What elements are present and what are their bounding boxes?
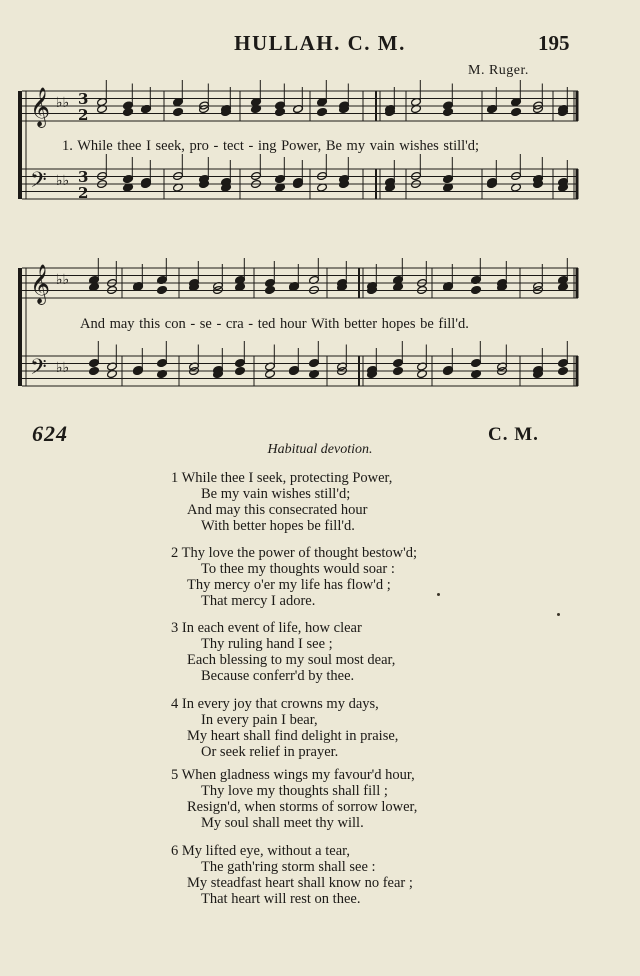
note-head [133, 366, 144, 375]
stanza-line: 2 Thy love the power of thought bestow'd; [171, 545, 417, 561]
note-head [558, 366, 569, 375]
key-signature-icon: ♭♭ [56, 95, 70, 111]
key-signature-icon: ♭♭ [56, 272, 70, 288]
stanza-line: With better hopes be fill'd. [201, 518, 355, 534]
time-signature-icon: 3 [78, 168, 89, 186]
stanza-5 [171, 767, 417, 831]
stanza-4 [171, 696, 398, 760]
treble-clef-icon: 𝄞 [30, 87, 51, 127]
stanza-line: 1 While thee I seek, protecting Power, [171, 470, 393, 486]
music-lyric-line-1: 1. While thee I seek, pro - tect - ing Power, Be my vain wishes still'd; [62, 138, 480, 154]
system-bracket [18, 91, 22, 199]
note-head [157, 285, 168, 294]
note-head [471, 285, 482, 294]
stanza-3 [171, 620, 395, 684]
note-head [157, 358, 168, 367]
tune-title: HULLAH. C. M. [234, 31, 406, 55]
music-score [18, 0, 618, 420]
stanza-line: 4 In every joy that crowns my days, [171, 696, 379, 712]
note-head [558, 358, 569, 367]
note-head [275, 107, 286, 116]
note-head [123, 174, 134, 183]
bass-clef-icon: 𝄢 [30, 355, 47, 385]
stanza-line: 6 My lifted eye, without a tear, [171, 843, 351, 859]
music-lyric-line-2: And may this con - se - cra - ted hour With better hopes be fill'd. [80, 316, 469, 332]
note-head [275, 174, 286, 183]
hymn-subtitle: Habitual devotion. [267, 442, 373, 457]
hymn-meter: C. M. [488, 424, 539, 445]
stanza-line: 5 When gladness wings my favour'd hour, [171, 767, 415, 783]
time-signature-icon: 2 [78, 106, 89, 124]
stanza-line: The gath'ring storm shall see : [201, 859, 376, 875]
stanza-line: Thy mercy o'er my life has flow'd ; [187, 577, 391, 593]
stanza-1 [171, 470, 392, 534]
ink-speck [437, 593, 440, 596]
note-head [265, 285, 276, 294]
stanza-line: My soul shall meet thy will. [201, 815, 364, 831]
note-head [173, 107, 184, 116]
note-head [235, 358, 246, 367]
note-head [309, 358, 320, 367]
stanza-line: That heart will rest on thee. [201, 891, 361, 907]
stanza-2 [171, 545, 417, 609]
stanza-line: Each blessing to my soul most dear, [187, 652, 396, 668]
stanza-line: Resign'd, when storms of sorrow lower, [187, 799, 418, 815]
page-number: 195 [538, 31, 570, 55]
stanza-line: And may this consecrated hour [187, 502, 368, 518]
stanza-line: Because conferr'd by thee. [201, 668, 355, 684]
note-head [443, 107, 454, 116]
stanza-6 [171, 843, 413, 907]
stanza-line: Be my vain wishes still'd; [201, 486, 351, 502]
key-signature-icon: ♭♭ [56, 360, 70, 376]
note-head [89, 358, 100, 367]
stanza-line: To thee my thoughts would soar : [201, 561, 395, 577]
stanza-line: Thy love my thoughts shall fill ; [201, 783, 388, 799]
time-signature-icon: 2 [78, 184, 89, 202]
note-head [317, 107, 328, 116]
note-head [289, 366, 300, 375]
time-signature-icon: 3 [78, 90, 89, 108]
stanza-line: 3 In each event of life, how clear [171, 620, 362, 636]
note-head [443, 366, 454, 375]
note-head [123, 107, 134, 116]
treble-clef-icon: 𝄞 [30, 264, 51, 304]
composer-credit: M. Ruger. [468, 63, 529, 78]
key-signature-icon: ♭♭ [56, 173, 70, 189]
stanza-line: My steadfast heart shall know no fear ; [187, 875, 413, 891]
note-head [393, 366, 404, 375]
note-head [443, 174, 454, 183]
stanza-line: Thy ruling hand I see ; [201, 636, 333, 652]
note-head [393, 358, 404, 367]
note-head [235, 366, 246, 375]
note-head [89, 366, 100, 375]
stanza-line: That mercy I adore. [201, 593, 316, 609]
stanza-line: Or seek relief in prayer. [201, 744, 339, 760]
ink-speck [557, 613, 560, 616]
stanza-line: My heart shall find delight in praise, [187, 728, 399, 744]
note-head [511, 107, 522, 116]
note-head [471, 358, 482, 367]
stanza-line: In every pain I bear, [201, 712, 318, 728]
bass-clef-icon: 𝄢 [30, 168, 47, 198]
hymn-number: 624 [32, 421, 68, 446]
system-bracket [18, 268, 22, 386]
